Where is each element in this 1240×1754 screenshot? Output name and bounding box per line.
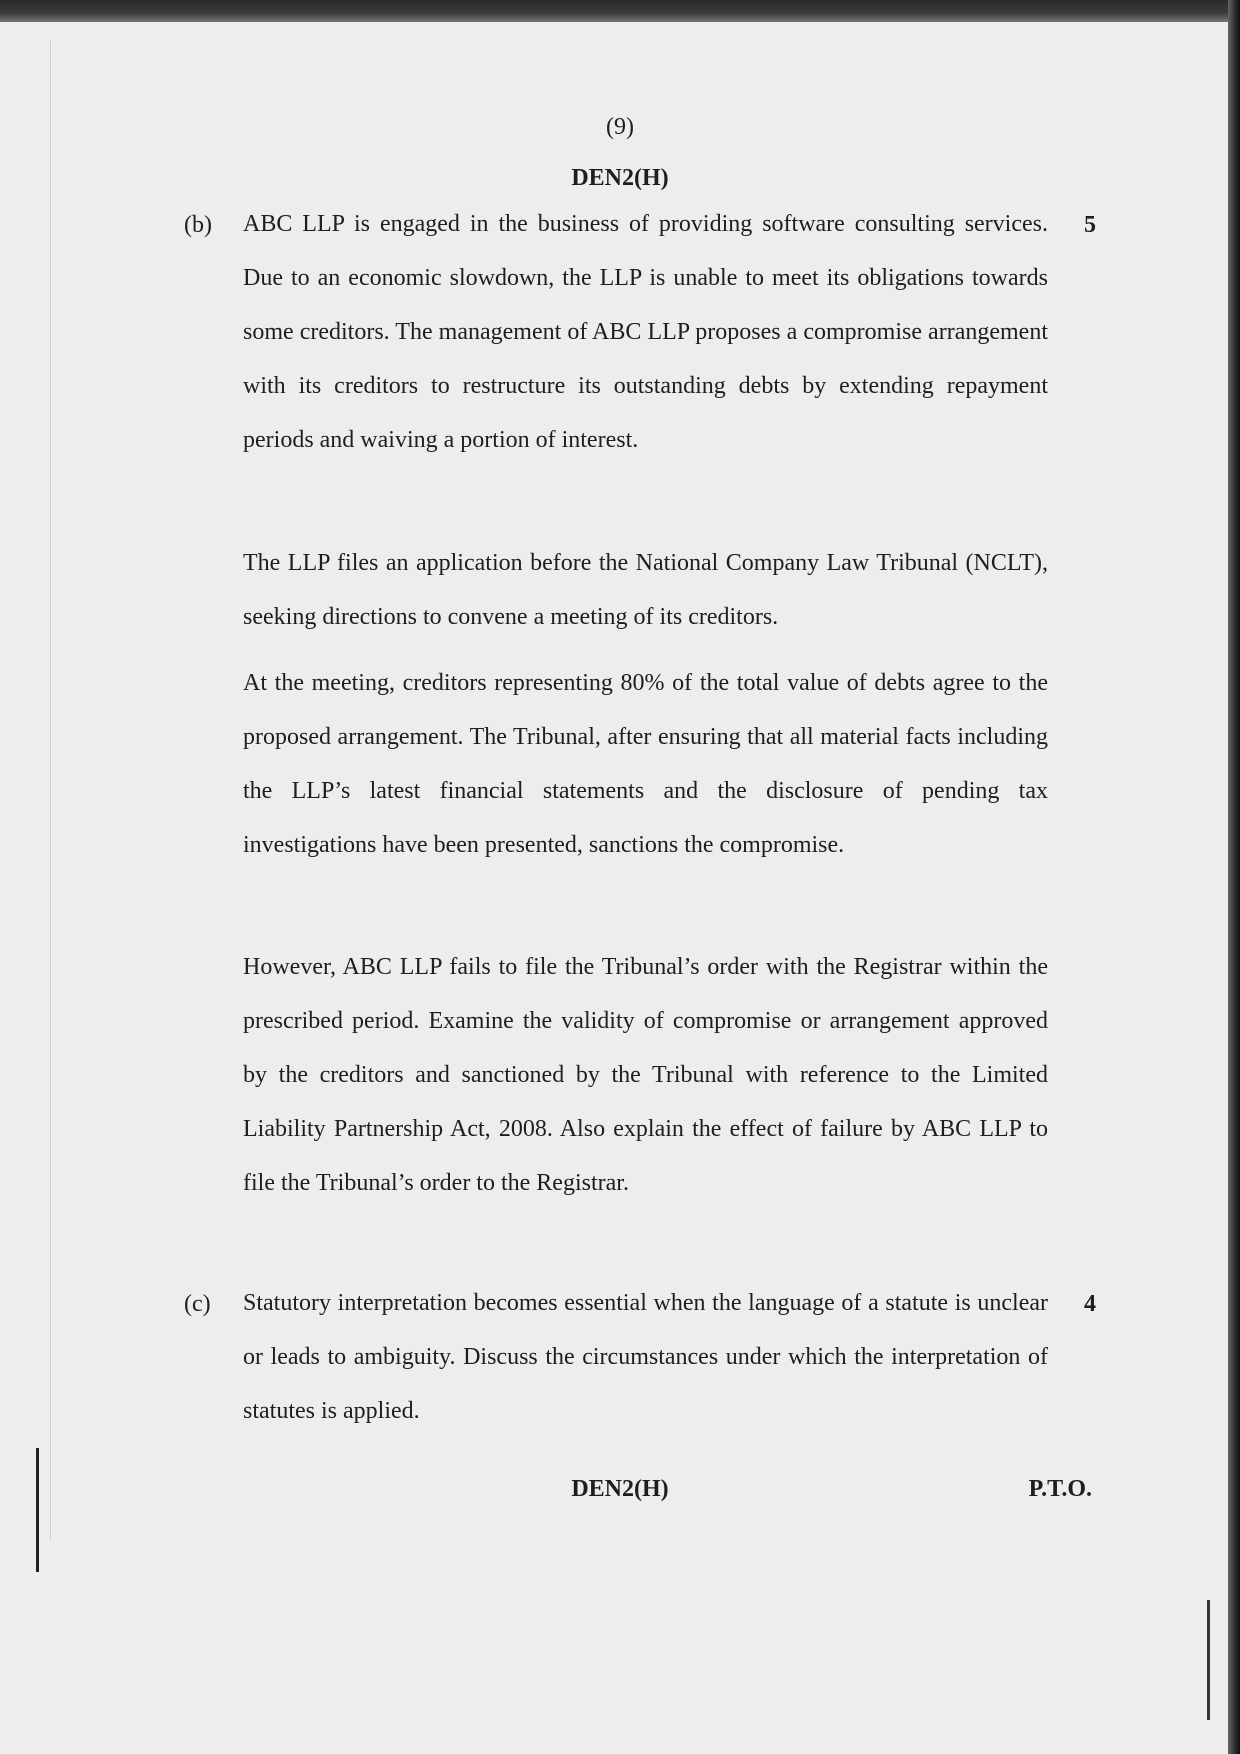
paper-code-footer: DEN2(H) <box>571 1476 669 1502</box>
question-c-label: (c) <box>184 1291 211 1317</box>
scan-margin-mark <box>36 1448 39 1572</box>
scan-fold-line <box>50 40 51 1540</box>
pto-label: P.T.O. <box>1028 1476 1092 1502</box>
question-b-paragraph-1: ABC LLP is engaged in the business of providing software consulting services. Due to an economic slowdown, the LLP is unable to meet its obligations towards some creditors. The management of ABC LLP proposes a compromise arrangement with its creditors to restructure its outstanding debts by extending repayment periods and waiving a portion of interest. <box>243 211 1048 453</box>
question-b-label: (b) <box>184 212 212 238</box>
scan-top-edge <box>0 0 1240 22</box>
question-c-text: Statutory interpretation becomes essential when the language of a statute is unclear or leads to ambiguity. Discuss the circumstances under which the interpretation of statutes is applied. <box>243 1290 1048 1424</box>
question-b-paragraph-3: At the meeting, creditors representing 80% of the total value of debts agree to the proposed arrangement. The Tribunal, after ensuring that all material facts including the LLP’s latest financial statements and the disclosure of pending tax investigations have been presented, sanctions the compromise. <box>243 670 1048 858</box>
question-b-paragraph-2: The LLP files an application before the National Company Law Tribunal (NCLT), seeking directions to convene a meeting of its creditors. <box>243 550 1048 630</box>
page-number: (9) <box>606 114 634 140</box>
question-c-marks: 4 <box>1084 1291 1096 1317</box>
question-b-paragraph-4: However, ABC LLP fails to file the Tribunal’s order with the Registrar within the prescribed period. Examine the validity of compromise or arrangement approved by the creditors and sanctioned by the Tribunal with reference to the Limited Liability Partnership Act, 2008. Also explain the effect of failure by ABC LLP to file the Tribunal’s order to the Registrar. <box>243 954 1048 1196</box>
paper-code-header: DEN2(H) <box>571 165 669 191</box>
question-b-marks: 5 <box>1084 212 1096 238</box>
scan-margin-mark-right <box>1207 1600 1210 1720</box>
